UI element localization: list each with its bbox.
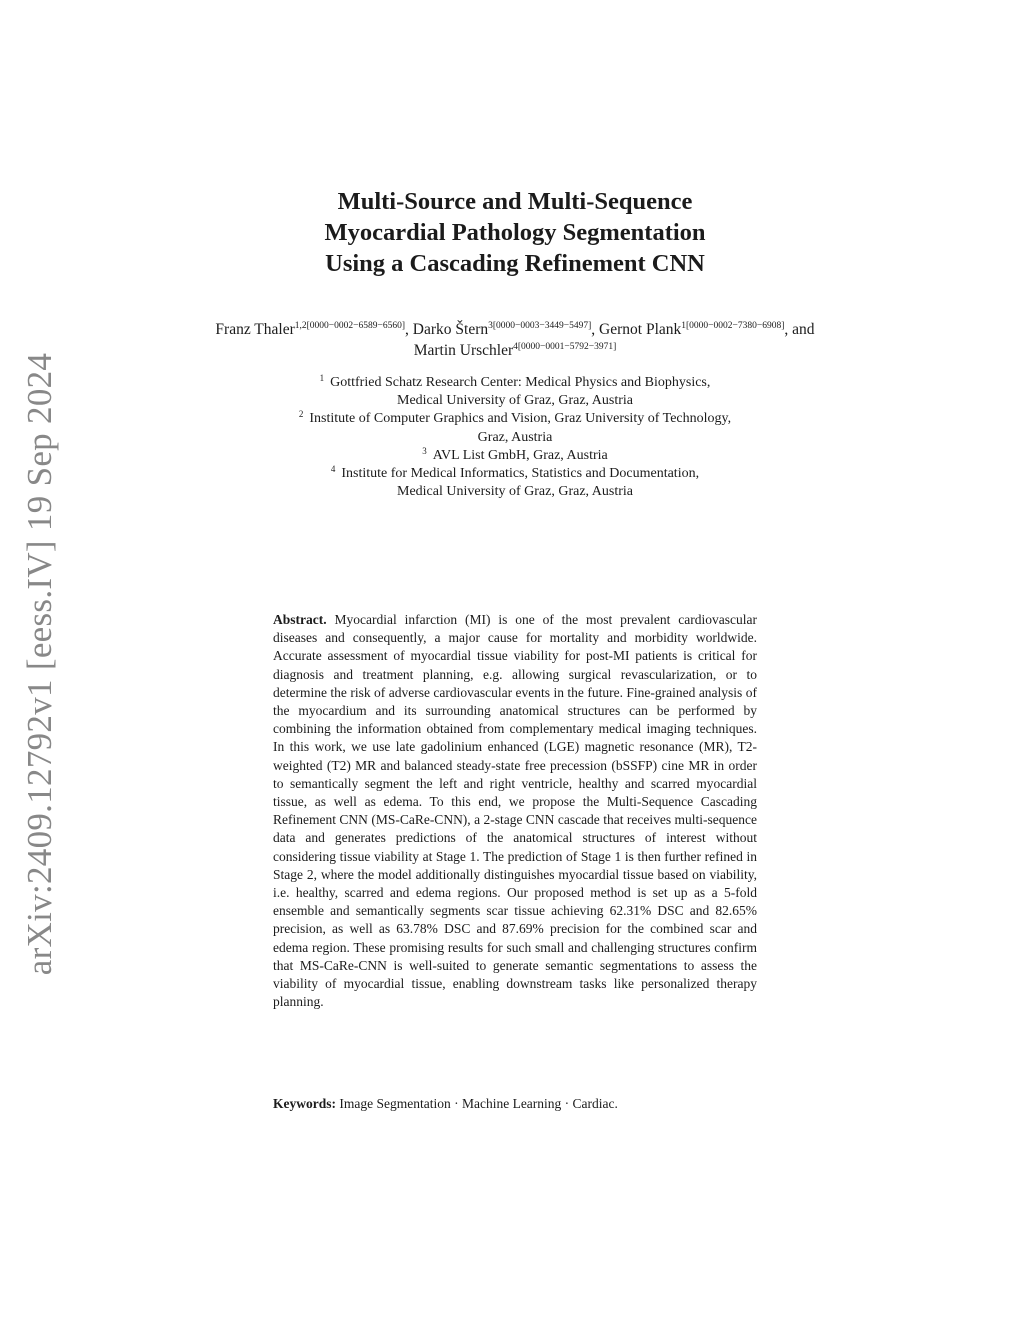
affiliation-number: 2	[298, 409, 304, 420]
author-list	[200, 319, 830, 361]
arxiv-identifier-stamp: arXiv:2409.12792v1 [eess.IV] 19 Sep 2024	[20, 352, 59, 976]
affiliation-text: Gottfried Schatz Research Center: Medical Physics and Biophysics,	[330, 375, 711, 390]
affiliation-text: Institute for Medical Informatics, Statistics and Documentation,	[341, 466, 700, 482]
affiliation-number: 1	[319, 373, 325, 383]
affiliation-number: 3	[422, 445, 427, 456]
author-orcid: 1,2[0000−0002−6589−6560]	[294, 321, 406, 331]
abstract-text: Myocardial infarction (MI) is one of the most prevalent cardiovascular diseases and consequently, a major cause for mortality and morbidity worldwide. Accurate assessment of myocardial tissue viability for post-MI patients is critical for diagnosis and treatment planning, e.g. allowing surgical revascularization, or to determine the risk of adverse cardiovascular events in the future. Fine-grained analysis of the myocardium and its surrounding anatomical structures can be performed by combining the information obtained from complementary medical imaging techniques. In this work, we use late gadolinium enhanced (LGE) magnetic resonance (MR), T2-weighted (T2) MR and balanced steady-state free precession (bSSFP) cine MR in order to semantically segment the left and right ventricle, healthy and scarred myocardial tissue, as well as edema. To this end, we propose the Multi-Sequence Cascading Refinement CNN (MS-CaRe-CNN), a 2-stage CNN cascade that receives multi-sequence data and generates predictions of the anatomical structures of interest without considering tissue viability at Stage 1. The prediction of Stage 1 is then further refined in Stage 2, where the model additionally distinguishes myocardial tissue based on viability, i.e. healthy, scarred and edema regions. Our proposed method is set up as a 5-fold ensemble and semantically segments scar tissue achieving 62.31% DSC and 82.65% precision, as well as 63.78% DSC and 87.69% precision for the combined scar and edema region. These promising results for such small and challenging structures confirm that MS-CaRe-CNN is well-suited to generate semantic segmentations to assess the viability of myocardial tissue, enabling downstream tasks like personalized therapy planning.	[273, 612, 757, 1010]
affiliation-item	[230, 465, 800, 483]
abstract	[273, 611, 757, 1011]
affiliation-item	[230, 374, 800, 392]
paper-title	[230, 186, 800, 279]
affiliation-text-continued: Medical University of Graz, Graz, Austria	[397, 484, 633, 500]
affiliation-number: 4	[330, 464, 336, 475]
affiliation-item	[230, 410, 800, 428]
affiliation-text: Institute of Computer Graphics and Vision, Graz University of Technology,	[309, 411, 732, 427]
affiliation-text-continued: Graz, Austria	[477, 429, 553, 445]
author-name: Gernot Plank	[599, 321, 682, 338]
keywords-label: Keywords:	[273, 1096, 336, 1111]
affiliation-text-continued: Medical University of Graz, Graz, Austria	[397, 393, 633, 409]
title-line-3: Using a Cascading Refinement CNN	[325, 250, 705, 277]
keywords-text: Image Segmentation · Machine Learning · Cardiac.	[339, 1096, 618, 1111]
title-line-1: Multi-Source and Multi-Sequence	[337, 188, 693, 215]
author-name: Franz Thaler	[215, 321, 295, 338]
author-separator: ,	[591, 321, 600, 338]
affiliation-item	[230, 447, 800, 465]
author-name: Martin Urschler	[413, 342, 514, 359]
keywords	[273, 1095, 757, 1113]
author-orcid: 4[0000−0001−5792−3971]	[513, 342, 617, 352]
author-name: Darko Štern	[412, 321, 489, 338]
author-orcid: 3[0000−0003−3449−5497]	[488, 321, 592, 331]
author-orcid: 1[0000−0002−7380−6908]	[681, 321, 785, 331]
affiliation-list	[230, 374, 800, 501]
title-line-2: Myocardial Pathology Segmentation	[324, 219, 706, 246]
affiliation-text: AVL List GmbH, Graz, Austria	[432, 447, 608, 463]
author-separator: , and	[784, 321, 815, 338]
author-separator: ,	[405, 321, 413, 338]
abstract-label: Abstract.	[273, 612, 327, 627]
